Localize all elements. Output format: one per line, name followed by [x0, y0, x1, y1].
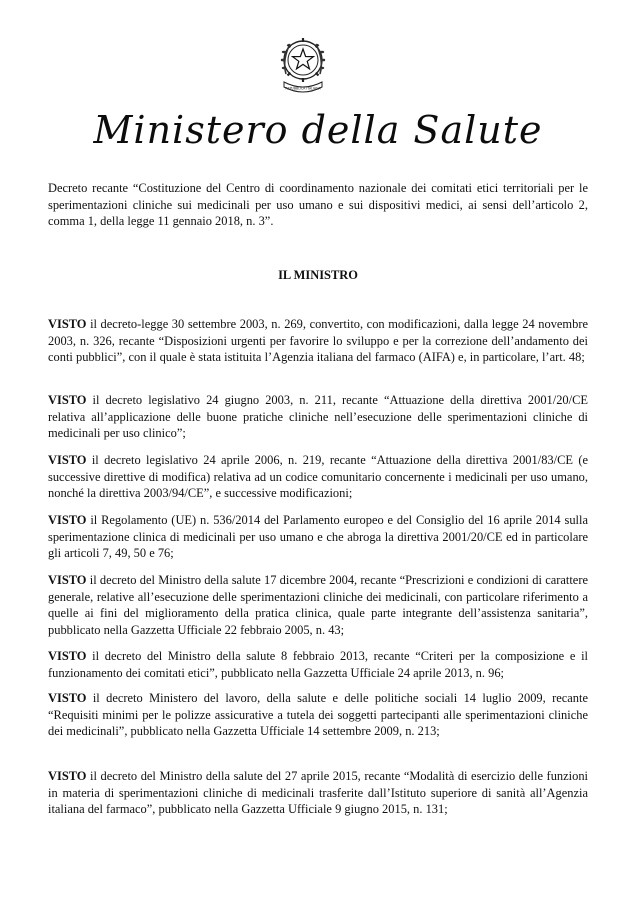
- paragraph-lead: VISTO: [48, 453, 87, 467]
- paragraph-text: il decreto legislativo 24 aprile 2006, n. 219, recante “Attuazione della direttiva 2001/83/CE (e successive direttive di modifica) relativa ad un codice comunitario concernente i medicinali per uso umano, nonché la direttiva 2003/94/CE”, e successive modificazioni;: [48, 453, 588, 500]
- decree-intro: Decreto recante “Costituzione del Centro di coordinamento nazionale dei comitati etici territoriali per le sperimentazioni cliniche sui medicinali per uso umano e sui dispositivi medici, ai sensi dell’articolo 2, comma 1, della legge 11 gennaio 2018, n. 3”.: [48, 181, 588, 228]
- visto-paragraph-6: [48, 648, 588, 681]
- section-heading: IL MINISTRO: [278, 268, 358, 282]
- visto-paragraph-5: [48, 572, 588, 638]
- paragraph-text: il decreto del Ministro della salute 8 febbraio 2013, recante “Criteri per la composizione e il funzionamento dei comitati etici”, pubblicato nella Gazzetta Ufficiale 24 aprile 2013, n. 96;: [48, 649, 588, 680]
- paragraph-text: il Regolamento (UE) n. 536/2014 del Parlamento europeo e del Consiglio del 16 aprile 2014 sulla sperimentazione clinica di medicinali per uso umano e che abroga la direttiva 2001/20/CE ed in particolare gli articoli 7, 49, 50 e 76;: [48, 513, 588, 560]
- emblem-ribbon-text: REPUBBLICA ITALIANA: [285, 86, 321, 91]
- paragraph-lead: VISTO: [48, 649, 87, 663]
- paragraph-text: il decreto del Ministro della salute 17 dicembre 2004, recante “Prescrizioni e condizioni di carattere generale, relative all’esecuzione delle sperimentazioni cliniche dei medicinali, con particolare riferimento a quelle ai fini del miglioramento della pratica clinica, quale parte integrante dell’assistenza sanitaria”, pubblicato nella Gazzetta Ufficiale 22 febbraio 2005, n. 43;: [48, 573, 588, 637]
- paragraph-lead: VISTO: [48, 573, 87, 587]
- paragraph-lead: VISTO: [48, 691, 87, 705]
- emblem-icon: [278, 30, 328, 98]
- paragraph-lead: VISTO: [48, 513, 87, 527]
- visto-paragraph-1: [48, 316, 588, 366]
- visto-paragraph-2: [48, 392, 588, 442]
- ministry-title: Ministero della Salute: [93, 108, 543, 152]
- paragraph-lead: VISTO: [48, 769, 87, 783]
- paragraph-lead: VISTO: [48, 393, 87, 407]
- paragraph-text: il decreto del Ministro della salute del 27 aprile 2015, recante “Modalità di esercizio delle funzioni in materia di sperimentazioni cliniche di medicinali trasferite dall’Istituto superiore di sanità all’Agenzia italiana del farmaco”, pubblicato nella Gazzetta Ufficiale 9 giugno 2015, n. 131;: [48, 769, 588, 816]
- visto-paragraph-3: [48, 452, 588, 502]
- paragraph-text: il decreto legislativo 24 giugno 2003, n. 211, recante “Attuazione della direttiva 2001/20/CE relativa all’applicazione delle buone pratiche cliniche nell’esecuzione delle sperimentazioni cliniche di medicinali per uso clinico”;: [48, 393, 588, 440]
- paragraph-lead: VISTO: [48, 317, 87, 331]
- paragraph-text: il decreto-legge 30 settembre 2003, n. 269, convertito, con modificazioni, dalla legge 24 novembre 2003, n. 326, recante “Disposizioni urgenti per favorire lo sviluppo e per la correzione dell’andamento dei conti pubblici”, con il quale è stata istituita l’Agenzia italiana del farmaco (AIFA) e, in particolare, l’art. 48;: [48, 317, 588, 364]
- visto-paragraph-7: [48, 690, 588, 740]
- visto-paragraph-8: [48, 768, 588, 818]
- visto-paragraph-4: [48, 512, 588, 562]
- paragraph-text: il decreto Ministero del lavoro, della salute e delle politiche sociali 14 luglio 2009, recante “Requisiti minimi per le polizze assicurative a tutela dei soggetti partecipanti alle sperimentazioni cliniche dei medicinali”, pubblicato nella Gazzetta Ufficiale 14 settembre 2009, n. 213;: [48, 691, 588, 738]
